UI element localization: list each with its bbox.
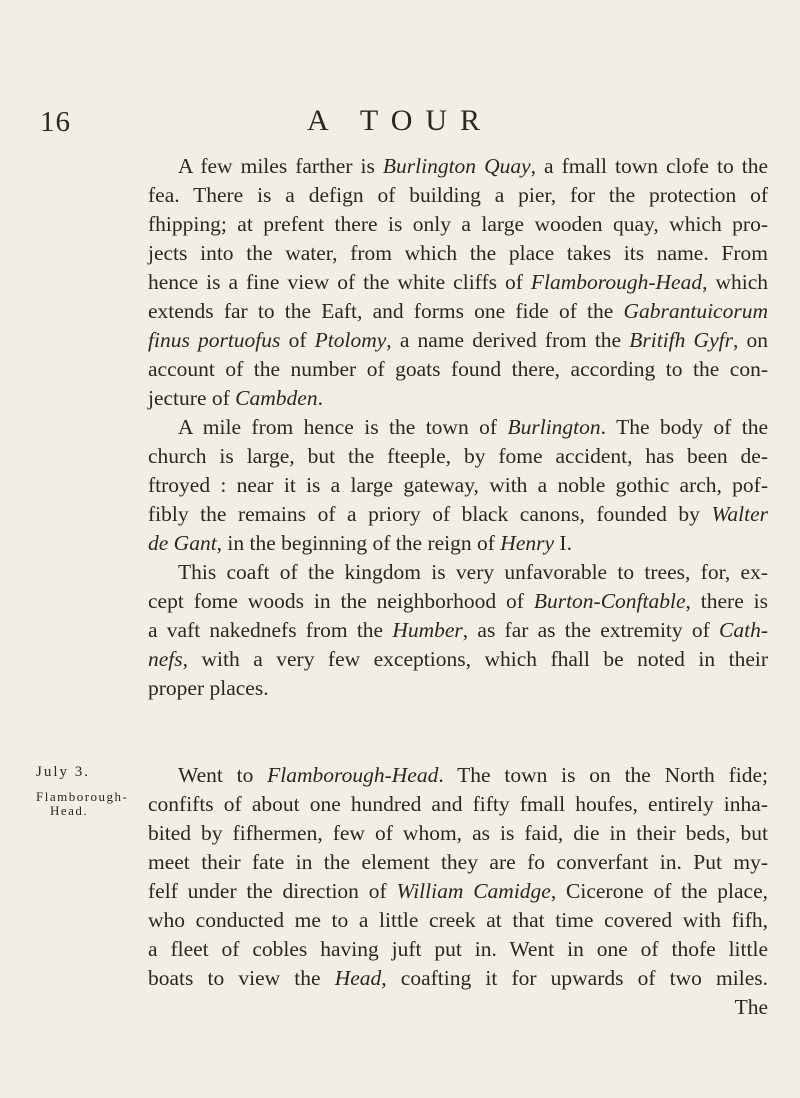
text-line: Went to Flamborough-Head. The town is on the North fide; [178,763,768,787]
text-line: fibly the remains of a priory of black canons, founded by Walter [148,502,768,526]
text-line: de Gant, in the beginning of the reign of Henry I. [148,531,572,555]
text-line: A few miles farther is Burlington Quay, a fmall town clofe to the [178,154,768,178]
text-line: church is large, but the fteeple, by fome accident, has been de- [148,444,768,468]
catchword: The [734,995,768,1019]
margin-note-place: Flamborough- [36,789,129,804]
text-line: a fleet of cobles having juft put in. Went in one of thofe little [148,937,768,961]
text-line: finus portuofus of Ptolomy, a name derived from the Britifh Gyfr, on [148,328,768,352]
text-line: bited by fifhermen, few of whom, as is faid, die in their beds, but [148,821,768,845]
page-number: 16 [40,106,71,138]
text-line: proper places. [148,676,269,700]
text-line: nefs, with a very few exceptions, which fhall be noted in their [148,647,768,671]
text-line: This coaft of the kingdom is very unfavorable to trees, for, ex- [178,560,768,584]
text-line: ftroyed : near it is a large gateway, with a noble gothic arch, pof- [148,473,768,497]
text-line: confifts of about one hundred and fifty fmall houfes, entirely inha- [148,792,768,816]
text-line: extends far to the Eaft, and forms one fide of the Gabrantuicorum [148,299,768,323]
text-line: jecture of Cambden. [148,386,323,410]
text-line: who conducted me to a little creek at that time covered with fifh, [148,908,768,932]
text-line: hence is a fine view of the white cliffs of Flamborough-Head, which [148,270,768,294]
text-line: felf under the direction of William Camidge, Cicerone of the place, [148,879,768,903]
text-line: meet their fate in the element they are fo converfant in. Put my- [148,850,768,874]
margin-note-date: July 3. [36,764,91,780]
text-line: fhipping; at prefent there is only a large wooden quay, which pro- [148,212,768,236]
text-line: a vaft nakednefs from the Humber, as far as the extremity of Cath- [148,618,768,642]
text-line: A mile from hence is the town of Burlington. The body of the [178,415,768,439]
text-line: jects into the water, from which the place takes its name. From [148,241,768,265]
running-title: A TOUR [306,104,494,137]
text-line: fea. There is a defign of building a pier, for the protection of [148,183,768,207]
text-line: boats to view the Head, coafting it for upwards of two miles. [148,966,768,990]
margin-note-place-cont: Head. [50,803,89,818]
text-line: cept fome woods in the neighborhood of Burton-Conftable, there is [148,589,768,613]
text-line: account of the number of goats found there, according to the con- [148,357,768,381]
